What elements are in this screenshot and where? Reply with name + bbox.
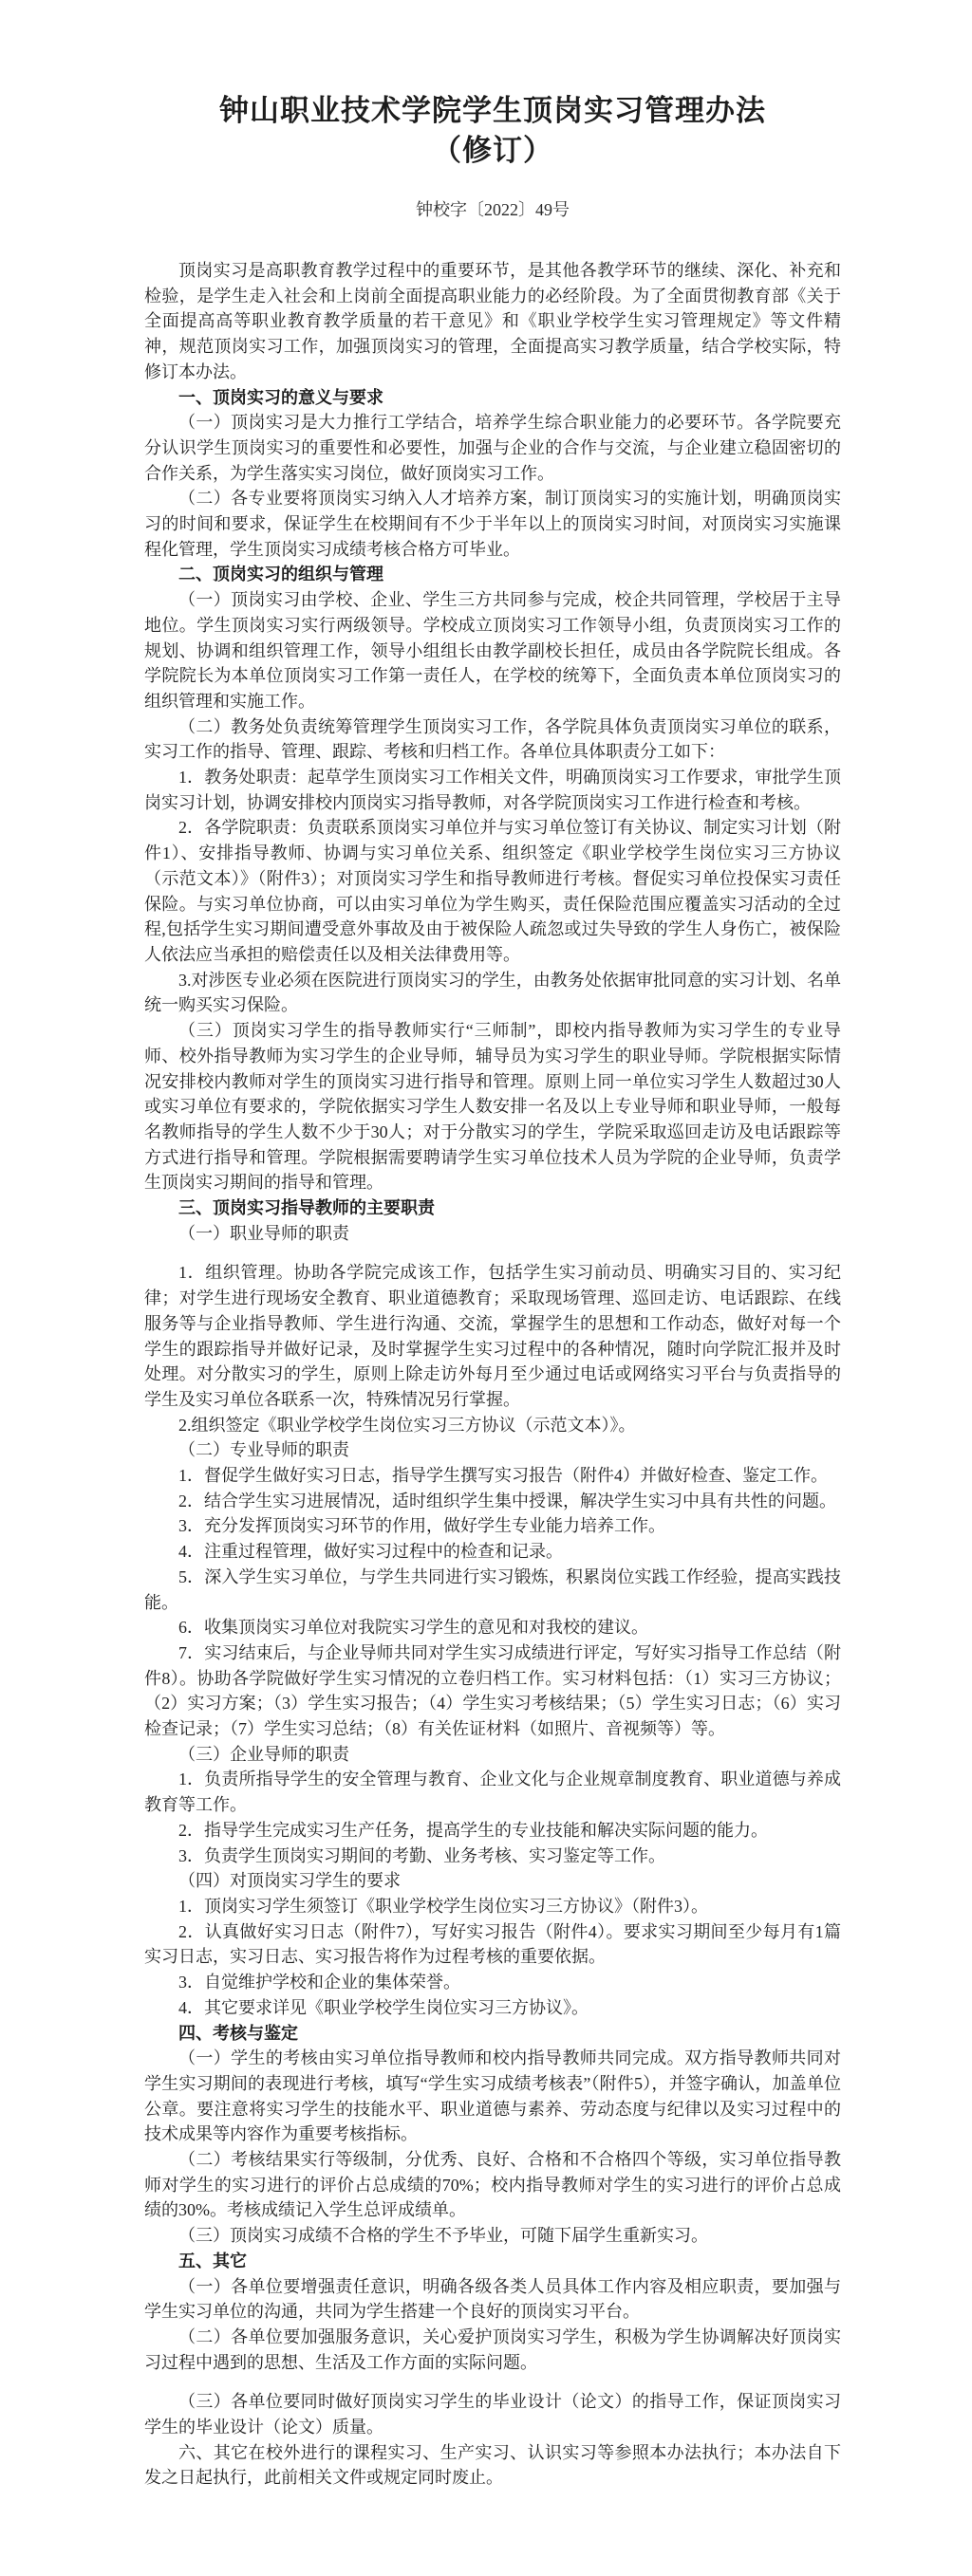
paragraph: 3．负责学生顶岗实习期间的考勤、业务考核、实习鉴定等工作。 xyxy=(178,1845,665,1865)
paragraph: 2．各学院职责：负责联系顶岗实习单位并与实习单位签订有关协议、制定实习计划（附件1）、安排指导教师、协调与实习单位关系、组织签定《职业学校学生岗位实习三方协议（示范文本）》（附件3）；对顶岗实习学生和指导教师进行考核。督促实习单位投保实习责任保险。与实习单位协商，可以由实习单位为学生购买，责任保险范围应覆盖实习活动的全过程,包括学生实习期间遭受意外事故及由于被保险人疏忽或过失导致的学生人身伤亡，被保险人依法应当承担的赔偿责任以及相关法律费用等。 xyxy=(144,818,841,964)
paragraph: （一）职业导师的职责 xyxy=(178,1223,349,1243)
paragraph: 2．指导学生完成实习生产任务，提高学生的专业技能和解决实际问题的能力。 xyxy=(178,1820,768,1840)
paragraph: （二）教务处负责统筹管理学生顶岗实习工作，各学院具体负责顶岗实习单位的联系，实习工作的指导、管理、跟踪、考核和归档工作。各单位具体职责分工如下： xyxy=(144,716,841,762)
paragraph: 3．自觉维护学校和企业的集体荣誉。 xyxy=(178,1973,460,1992)
document-title-line1: 钟山职业技术学院学生顶岗实习管理办法 xyxy=(219,94,766,127)
paragraph: 3.对涉医专业必须在医院进行顶岗实习的学生，由教务处依据审批同意的实习计划、名单统一购买实习保险。 xyxy=(144,970,841,1015)
paragraph: （一）各单位要增强责任意识，明确各级各类人员具体工作内容及相应职责，要加强与学生实习单位的沟通，共同为学生搭建一个良好的顶岗实习平台。 xyxy=(144,2276,841,2322)
paragraph: 2.组织签定《职业学校学生岗位实习三方协议（示范文本）》。 xyxy=(178,1415,636,1435)
paragraph: 六、其它在校外进行的课程实习、生产实习、认识实习等参照本办法执行；本办法自下发之日起执行，此前相关文件或规定同时废止。 xyxy=(144,2442,841,2488)
paragraph: 顶岗实习是高职教育教学过程中的重要环节，是其他各教学环节的继续、深化、补充和检验，是学生走入社会和上岗前全面提高职业能力的必经阶段。为了全面贯彻教育部《关于全面提高高等职业教育教学质量的若干意见》和《职业学校学生实习管理规定》等文件精神，规范顶岗实习工作，加强顶岗实习的管理，全面提高实习教学质量，结合学校实际，特修订本办法。 xyxy=(144,261,841,381)
paragraph: 1．顶岗实习学生须签订《职业学校学生岗位实习三方协议》（附件3）。 xyxy=(178,1897,708,1916)
paragraph: 4．注重过程管理，做好实习过程中的检查和记录。 xyxy=(178,1542,563,1562)
paragraph: （二）专业导师的职责 xyxy=(178,1440,349,1460)
paragraph: 4．其它要求详见《职业学校学生岗位实习三方协议》。 xyxy=(178,1997,589,2017)
paragraph: 3．充分发挥顶岗实习环节的作用，做好学生专业能力培养工作。 xyxy=(178,1516,665,1536)
paragraph: （二）考核结果实行等级制，分优秀、良好、合格和不合格四个等级，实习单位指导教师对学生的实习进行的评价占总成绩的70%；校内指导教师对学生的实习进行的评价占总成绩的30%。考核成绩记入学生总评成绩单。 xyxy=(144,2150,841,2220)
section-heading: 二、顶岗实习的组织与管理 xyxy=(178,565,383,584)
section-heading: 五、其它 xyxy=(178,2251,247,2270)
document-title xyxy=(144,91,841,171)
paragraph: （一）顶岗实习由学校、企业、学生三方共同参与完成，校企共同管理，学校居于主导地位。学生顶岗实习实行两级领导。学校成立顶岗实习工作领导小组，负责顶岗实习工作的规划、协调和组织管理工作，领导小组组长由教学副校长担任，成员由各学院院长组成。各学院院长为本单位顶岗实习工作第一责任人，在学校的统筹下，全面负责本单位顶岗实习的组织管理和实施工作。 xyxy=(144,590,841,711)
paragraph: 1．负责所指导学生的安全管理与教育、企业文化与企业规章制度教育、职业道德与养成教育等工作。 xyxy=(144,1770,841,1815)
paragraph: （三）企业导师的职责 xyxy=(178,1744,349,1764)
paragraph: （三）顶岗实习成绩不合格的学生不予毕业，可随下届学生重新实习。 xyxy=(178,2226,708,2246)
document-number: 钟校字〔2022〕49号 xyxy=(416,200,570,219)
section-heading: 四、考核与鉴定 xyxy=(178,2023,298,2043)
paragraph: 2．结合学生实习进展情况，适时组织学生集中授课，解决学生实习中具有共性的问题。 xyxy=(178,1491,836,1510)
paragraph: 5．深入学生实习单位，与学生共同进行实习锻炼，积累岗位实践工作经验，提高实践技能。 xyxy=(144,1566,841,1612)
paragraph: 7．实习结束后，与企业导师共同对学生实习成绩进行评定，写好实习指导工作总结（附件8）。协助各学院做好学生实习情况的立卷归档工作。实习材料包括：（1）实习三方协议；（2）实习方案；（3）学生实习报告；（4）学生实习考核结果；（5）学生实习日志；（6）实习检查记录；（7）学生实习总结；（8）有关佐证材料（如照片、音视频等）等。 xyxy=(144,1642,841,1739)
paragraph: （一）学生的考核由实习单位指导教师和校内指导教师共同完成。双方指导教师共同对学生实习期间的表现进行考核，填写“学生实习成绩考核表”（附件5），并签字确认，加盖单位公章。要注意将实习学生的技能水平、职业道德与素养、劳动态度与纪律以及实习过程中的技术成果等内容作为重要考核指标。 xyxy=(144,2048,841,2144)
paragraph: （三）顶岗实习学生的指导教师实行“三师制”，即校内指导教师为实习学生的专业导师、校外指导教师为实习学生的企业导师，辅导员为实习学生的职业导师。学院根据实际情况安排校内教师对学生的顶岗实习进行指导和管理。原则上同一单位实习学生人数超过30人或实习单位有要求的，学院依据实习学生人数安排一名及以上专业导师和职业导师，一般每名教师指导的学生人数不少于30人；对于分散实习的学生，学院采取巡回走访及电话跟踪等方式进行指导和管理。学院根据需要聘请学生实习单位技术人员为学院的企业导师，负责学生顶岗实习期间的指导和管理。 xyxy=(144,1021,841,1193)
section-heading: 三、顶岗实习指导教师的主要职责 xyxy=(178,1198,435,1218)
document-title-line2: （修订） xyxy=(432,134,553,167)
paragraph: （二）各单位要加强服务意识，关心爱护顶岗实习学生，积极为学生协调解决好顶岗实习过程中遇到的思想、生活及工作方面的实际问题。 xyxy=(144,2326,841,2372)
paragraph: 6．收集顶岗实习单位对我院实习学生的意见和对我校的建议。 xyxy=(178,1618,648,1638)
section-heading: 一、顶岗实习的意义与要求 xyxy=(178,387,383,407)
paragraph: 1．督促学生做好实习日志，指导学生撰写实习报告（附件4）并做好检查、鉴定工作。 xyxy=(178,1466,828,1486)
paragraph: （三）各单位要同时做好顶岗实习学生的毕业设计（论文）的指导工作，保证顶岗实习学生的毕业设计（论文）质量。 xyxy=(144,2392,841,2437)
paragraph: 2．认真做好实习日志（附件7），写好实习报告（附件4）。要求实习期间至少每月有1篇实习日志，实习日志、实习报告将作为过程考核的重要依据。 xyxy=(144,1921,841,1967)
paragraph: （四）对顶岗实习学生的要求 xyxy=(178,1871,401,1891)
paragraph: 1．教务处职责：起草学生顶岗实习工作相关文件，明确顶岗实习工作要求，审批学生顶岗实习计划，协调安排校内顶岗实习指导教师，对各学院顶岗实习工作进行检查和考核。 xyxy=(144,768,841,812)
paragraph: （一）顶岗实习是大力推行工学结合，培养学生综合职业能力的必要环节。各学院要充分认识学生顶岗实习的重要性和必要性，加强与企业的合作与交流，与企业建立稳固密切的合作关系，为学生落实实习岗位，做好顶岗实习工作。 xyxy=(144,413,841,483)
paragraph: （二）各专业要将顶岗实习纳入人才培养方案，制订顶岗实习的实施计划，明确顶岗实习的时间和要求，保证学生在校期间有不少于半年以上的顶岗实习时间，对顶岗实习实施课程化管理，学生顶岗实习成绩考核合格方可毕业。 xyxy=(144,489,841,559)
document-body xyxy=(144,258,841,2491)
paragraph: 1．组织管理。协助各学院完成该工作，包括学生实习前动员、明确实习目的、实习纪律；对学生进行现场安全教育、职业道德教育；采取现场管理、巡回走访、电话跟踪、在线服务等与企业指导教师、学生进行沟通、交流，掌握学生的思想和工作动态，做好对每一个学生的跟踪指导并做好记录，及时掌握学生实习过程中的各种情况，随时向学院汇报并及时处理。对分散实习的学生，原则上除走访外每月至少通过电话或网络实习平台与负责指导的学生及实习单位各联系一次，特殊情况另行掌握。 xyxy=(144,1263,841,1409)
